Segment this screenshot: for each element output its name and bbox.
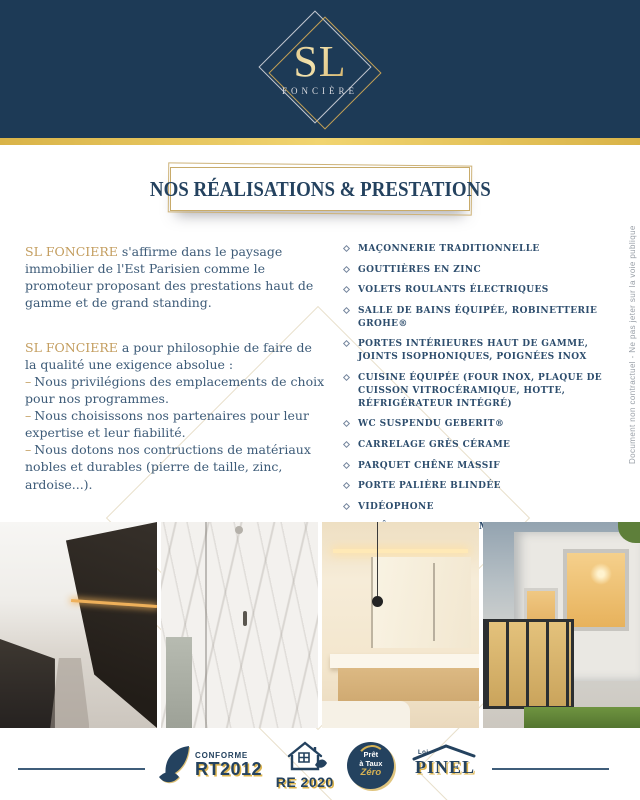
ptz-line2: à Taux bbox=[359, 758, 383, 768]
philosophy-lead: SL FONCIERE bbox=[25, 339, 118, 355]
gold-divider bbox=[0, 138, 640, 145]
main-content bbox=[25, 243, 617, 542]
badge-pinel bbox=[408, 743, 482, 787]
marble-shower-photo bbox=[161, 522, 318, 728]
diamond-bullet-icon bbox=[343, 482, 350, 489]
eco-house-icon bbox=[281, 740, 329, 772]
diamond-bullet-icon bbox=[343, 462, 350, 469]
pinel-small-label: Loi bbox=[418, 750, 429, 756]
philosophy-point: – Nous dotons nos contructions de matériaux nobles et durables (pierre de taille, zinc, ardoise...). bbox=[25, 442, 311, 492]
intro-paragraph bbox=[25, 243, 327, 312]
badge-rt2012 bbox=[158, 744, 262, 786]
prestation-item: CARRELAGE GRÈS CÉRAME bbox=[343, 439, 617, 452]
bathroom-vanity-photo bbox=[322, 522, 479, 728]
diamond-bullet-icon bbox=[343, 420, 350, 427]
diamond-bullet-icon bbox=[343, 286, 350, 293]
footer-rule-right bbox=[492, 768, 609, 770]
ptz-line3: Zéro bbox=[360, 767, 382, 779]
philosophy-paragraph bbox=[25, 339, 327, 373]
diamond-bullet-icon bbox=[343, 340, 350, 347]
prestation-item: PARQUET CHÊNE MASSIF bbox=[343, 460, 617, 473]
philosophy-point: – Nous choisissons nos partenaires pour leur expertise et leur fiabilité. bbox=[25, 408, 309, 441]
legal-sidenote: Document non contractuel - Ne pas jeter sur la voie publique bbox=[628, 225, 637, 465]
prestation-item: GOUTTIÈRES EN ZINC bbox=[343, 264, 617, 277]
rt2012-top-label: CONFORME bbox=[195, 751, 249, 760]
dash-bullet-icon: – bbox=[25, 442, 32, 458]
dash-bullet-icon: – bbox=[25, 408, 32, 423]
prestation-item: WC SUSPENDU GEBERIT® bbox=[343, 418, 617, 431]
re2020-label: RE 2020 bbox=[275, 774, 334, 790]
prestation-item: PORTES INTÉRIEURES HAUT DE GAMME, JOINTS ISOPHONIQUES, POIGNÉES INOX bbox=[343, 338, 617, 364]
section-title-box bbox=[149, 167, 491, 211]
prestations-list bbox=[343, 243, 617, 534]
prestations-column bbox=[343, 243, 617, 542]
intro-column bbox=[25, 243, 327, 542]
prestation-item: VOLETS ROULANTS ÉLECTRIQUES bbox=[343, 284, 617, 297]
certification-badges bbox=[158, 736, 482, 794]
badge-pret-taux-zero bbox=[347, 742, 394, 789]
photo-strip bbox=[0, 522, 640, 728]
brand-initials: SL bbox=[240, 40, 400, 84]
header-banner bbox=[0, 0, 640, 138]
footer bbox=[0, 728, 640, 800]
philosophy-body: a pour philosophie de faire de la qualité une exigence absolue : bbox=[25, 339, 312, 372]
prestation-item: CUISINE ÉQUIPÉE (FOUR INOX, PLAQUE DE CUISSON VITROCÉRAMIQUE, HOTTE, RÉFRIGÉRATEUR INTÉGRÉ) bbox=[343, 372, 617, 411]
brand-name: FONCIÈRE bbox=[281, 85, 358, 96]
house-exterior-photo bbox=[483, 522, 640, 728]
diamond-bullet-icon bbox=[343, 266, 350, 273]
prestation-item: SALLE DE BAINS ÉQUIPÉE, ROBINETTERIE GROHE® bbox=[343, 305, 617, 331]
page-title: NOS RÉALISATIONS & PRESTATIONS bbox=[149, 176, 491, 201]
brand-logo-text bbox=[240, 36, 400, 96]
diamond-bullet-icon bbox=[343, 245, 350, 252]
kitchen-interior-photo bbox=[0, 522, 157, 728]
badge-re2020 bbox=[276, 740, 334, 790]
diamond-bullet-icon bbox=[343, 503, 350, 510]
prestation-item: VIDÉOPHONE bbox=[343, 501, 617, 514]
philosophy-points bbox=[25, 373, 327, 493]
intro-body: s'affirme dans le paysage immobilier de l'Est Parisien comme le promoteur proposant des prestations haut de gamme et de grand standing. bbox=[25, 244, 314, 311]
diamond-bullet-icon bbox=[343, 307, 350, 314]
brand-logo bbox=[240, 5, 400, 135]
rt2012-label: RT2012 bbox=[195, 759, 263, 779]
diamond-bullet-icon bbox=[343, 374, 350, 381]
prestation-item: MAÇONNERIE TRADITIONNELLE bbox=[343, 243, 617, 256]
footer-rule-left bbox=[18, 768, 145, 770]
leaf-icon bbox=[158, 744, 192, 786]
diamond-bullet-icon bbox=[343, 441, 350, 448]
prestation-item: PORTE PALIÈRE BLINDÉE bbox=[343, 480, 617, 493]
intro-lead: SL FONCIERE bbox=[25, 244, 118, 259]
pinel-label: PINEL bbox=[414, 757, 475, 777]
dash-bullet-icon: – bbox=[25, 373, 32, 389]
ptz-line1: Prêt bbox=[363, 750, 379, 760]
philosophy-point: – Nous privilégions des emplacements de choix pour nos programmes. bbox=[25, 373, 325, 406]
